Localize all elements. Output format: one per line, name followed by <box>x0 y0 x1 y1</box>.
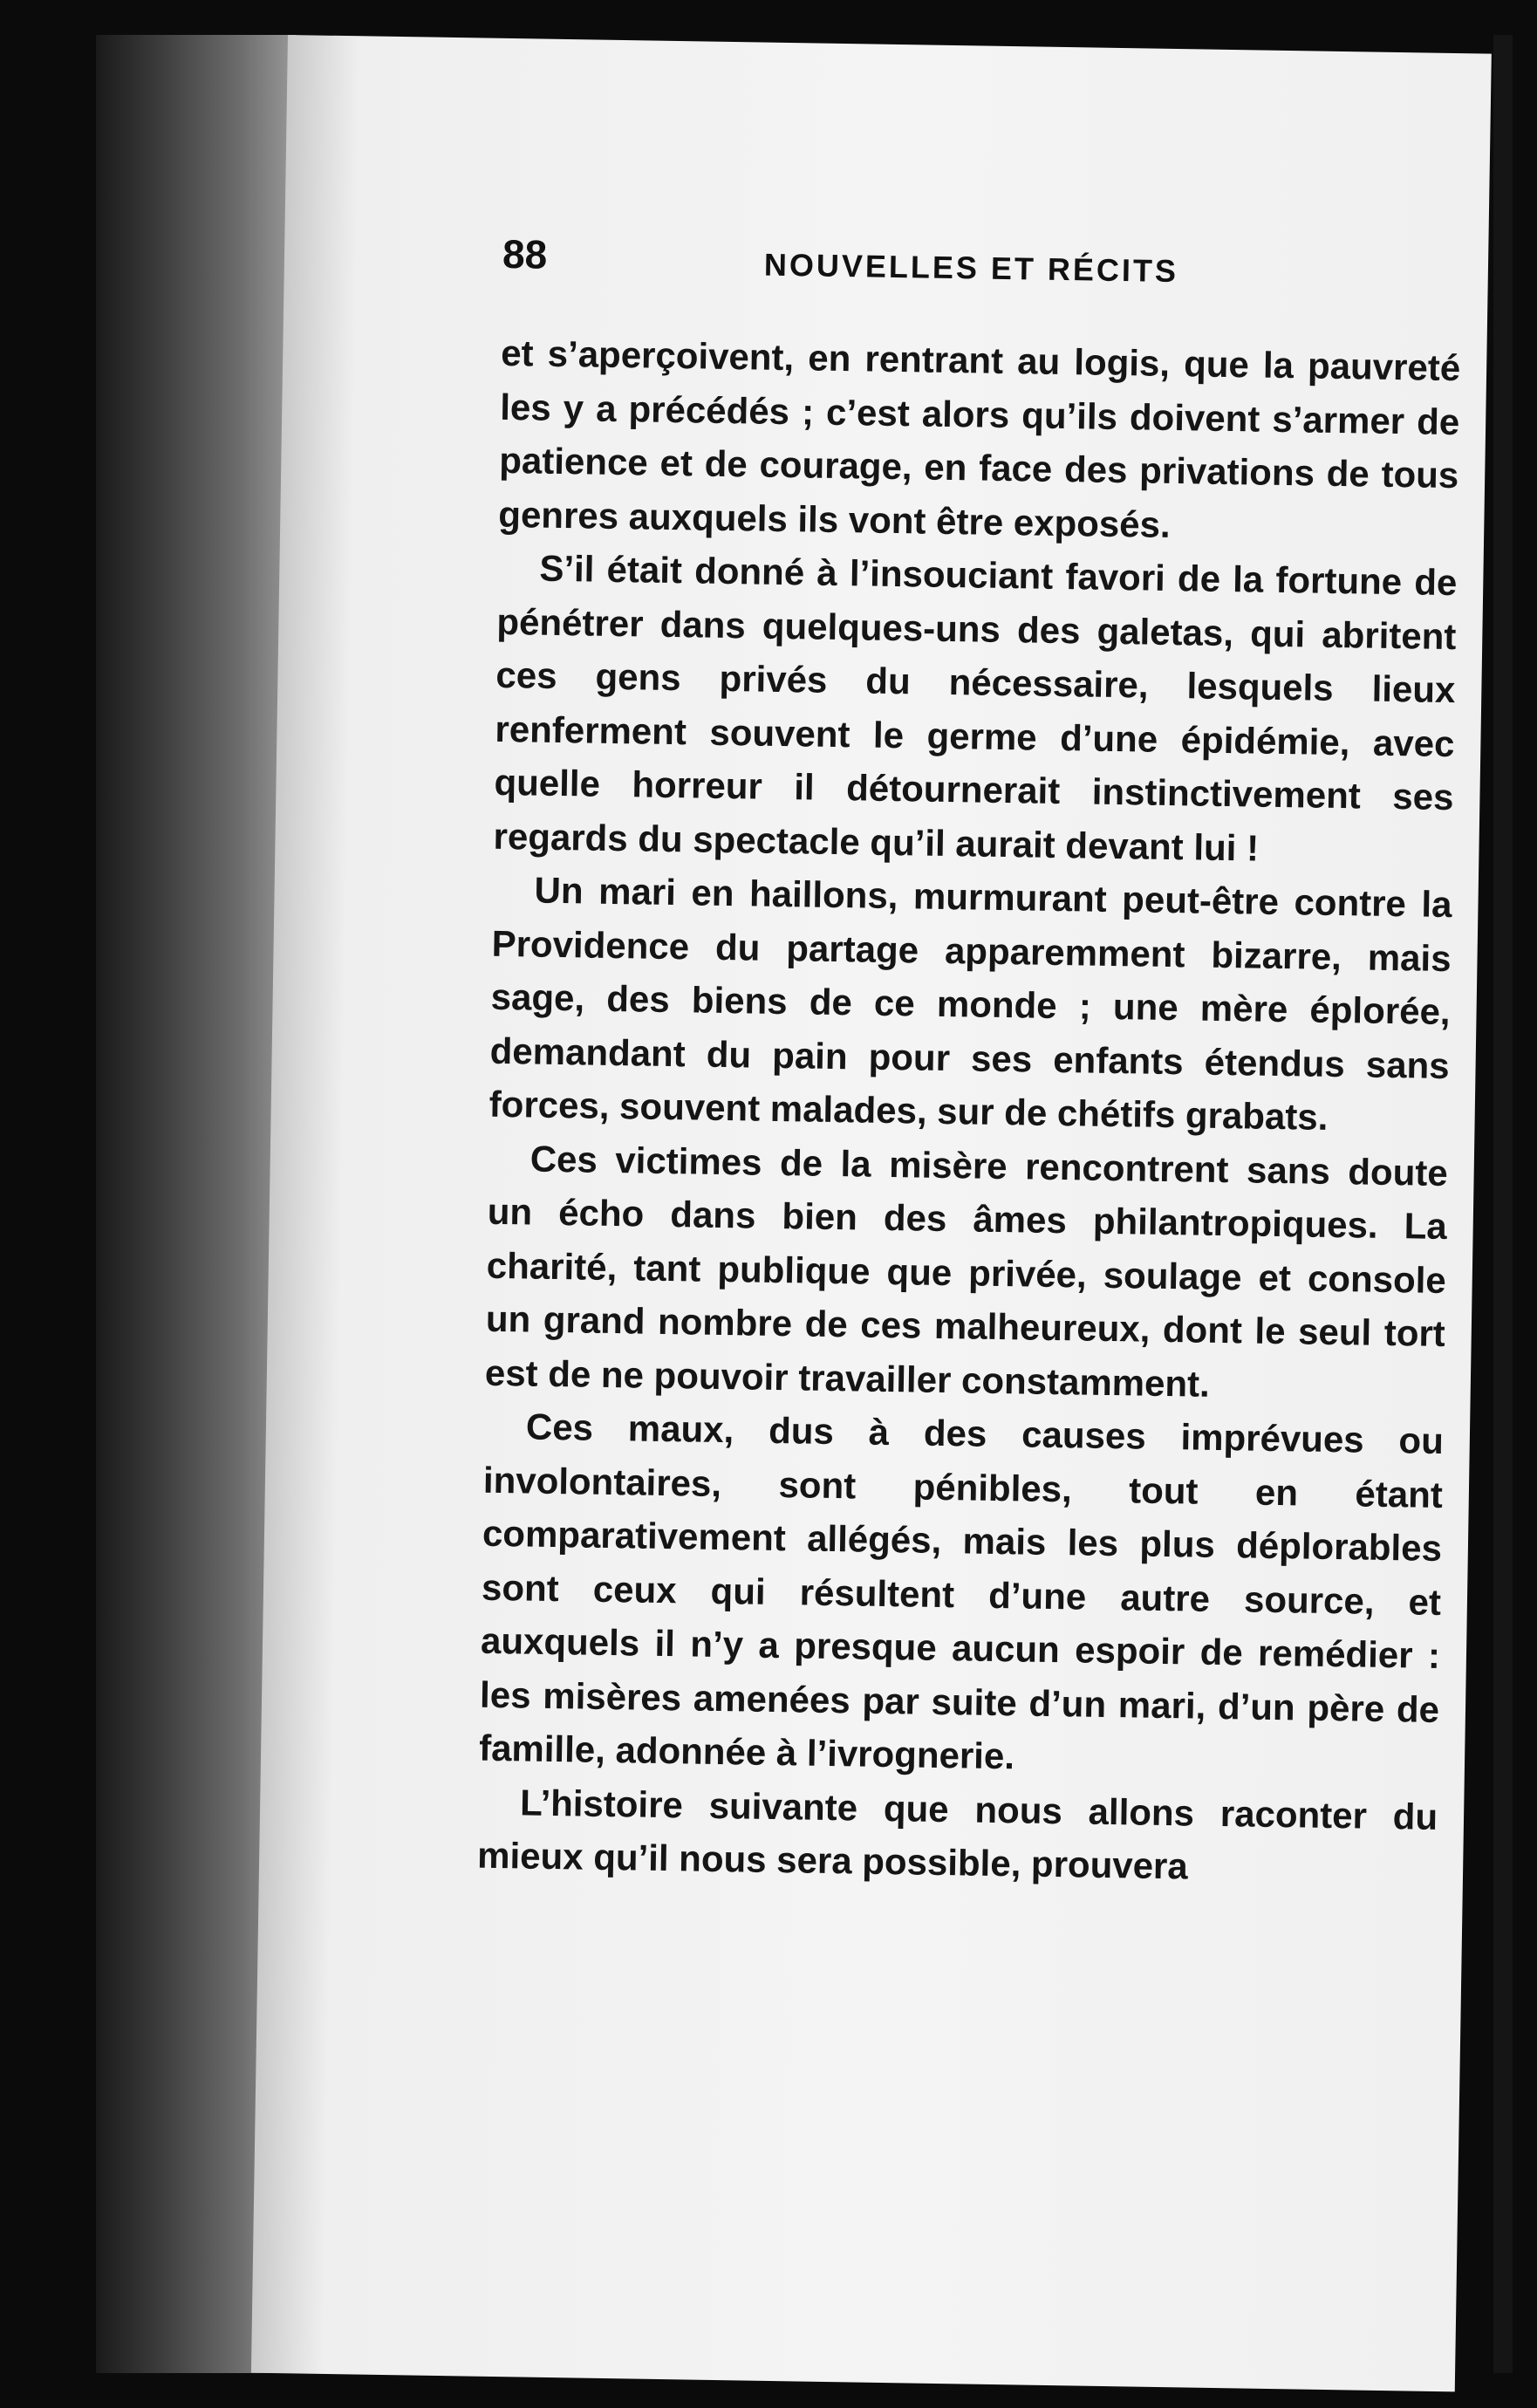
page-edge-shadow <box>1493 35 1513 2373</box>
paragraph: Ces victimes de la misère rencontrent sans doute un écho dans bien des âmes philantropiques. La charité, tant publique que privée, soulage et console un grand nombre de ces malheureux, dont le seul tort est de ne pouvoir travailler constamment. <box>484 1138 1449 1405</box>
book-page <box>251 35 1492 2391</box>
paragraph: Un mari en haillons, murmurant peut-être contre la Providence du partage apparemment bizarre, mais sage, des biens de ce monde ; une mère éplorée, demandant du pain pour ses enfants étendus sans forces, souvent malades, sur de chétifs grabats. <box>488 869 1452 1138</box>
paragraph: S’il était donné à l’insouciant favori de la fortune de pénétrer dans quelques-uns des galetas, qui abritent ces gens privés du nécessaire, lesquels lieux renferment souvent le germe d’une épidémie, avec quelle horreur il détournerait instinctivement ses regards du spectacle qu’il aurait devant lui ! <box>493 547 1458 869</box>
body-text <box>477 326 1461 1898</box>
page-number: 88 <box>502 230 548 277</box>
running-head: NOUVELLES ET RÉCITS <box>763 246 1179 290</box>
paragraph: Ces maux, dus à des causes imprévues ou involontaires, sont pénibles, tout en étant comparativement allégés, mais les plus déplorables sont ceux qui résultent d’une autre source, et auxquels il n’y a presque aucun espoir de remédier : les misères amenées par suite d’un mari, d’un père de famille, adonnée à l’ivrognerie. <box>478 1406 1445 1777</box>
paragraph-continuation: et s’aperçoivent, en rentrant au logis, que la pauvreté les y a précédés ; c’est alors qu’ils doivent s’armer de patience et de courage, en face des privations de tous genres auxquels ils vont être exposés. <box>498 332 1461 545</box>
page-header <box>502 230 1462 306</box>
paragraph: L’histoire suivante que nous allons raconter du mieux qu’il nous sera possible, prouvera <box>476 1781 1438 1887</box>
